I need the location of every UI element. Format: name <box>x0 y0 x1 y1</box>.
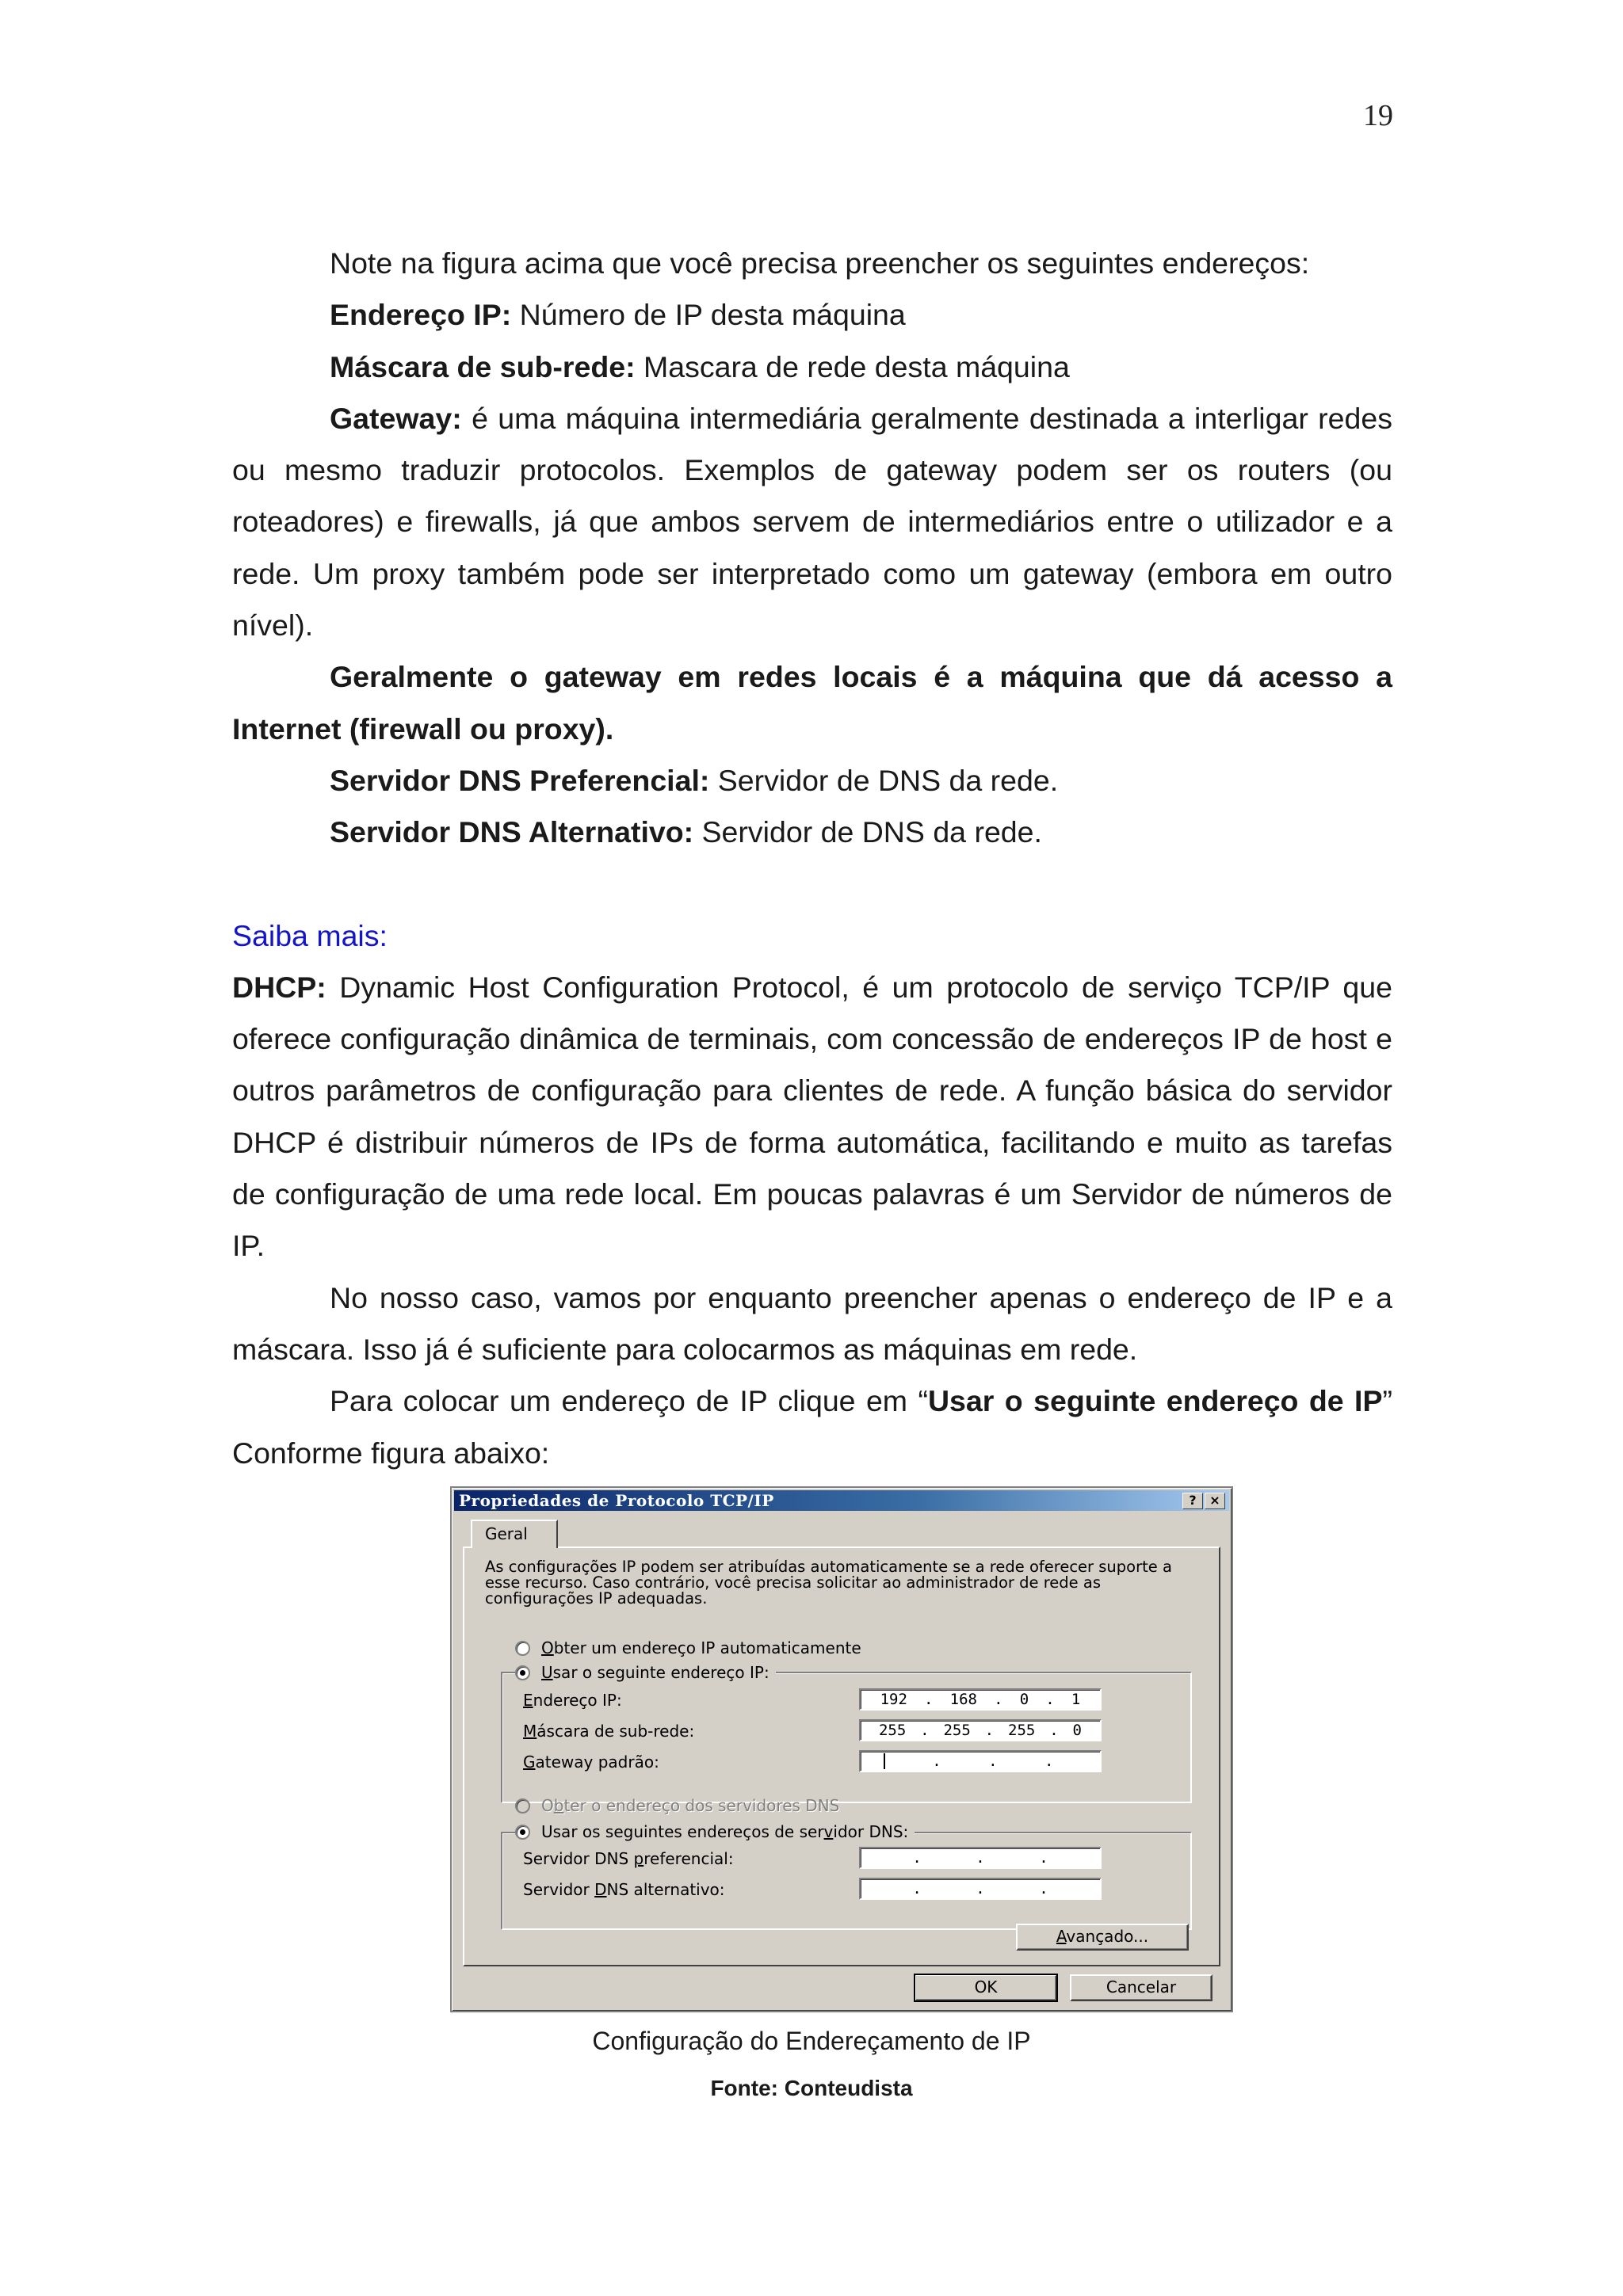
ok-button[interactable]: OK <box>915 1974 1057 2001</box>
instruction-paragraph <box>232 1375 1392 1479</box>
figure-source: Fonte: Conteudista <box>710 2076 913 2100</box>
dialog-intro-text: As configurações IP podem ser atribuídas automaticamente se a rede oferecer suporte a esse recurso. Caso contrário, você precisa solicitar ao administrador de rede as configurações IP adequadas. <box>485 1558 1172 1608</box>
close-button[interactable]: × <box>1205 1493 1225 1509</box>
def-term: Servidor DNS Preferencial: <box>330 763 710 797</box>
dns-preferred-label: Servidor DNS preferencial: <box>523 1849 734 1868</box>
gateway-field[interactable]: . . . <box>859 1750 1102 1772</box>
instruction-text: Para colocar um endereço de IP clique em “ <box>330 1384 928 1418</box>
radio-label: Usar o seguinte endereço IP: <box>541 1663 769 1682</box>
saiba-mais-heading: Saiba mais: <box>232 918 388 952</box>
radio-button[interactable] <box>515 1641 530 1656</box>
def-desc: Servidor de DNS da rede. <box>709 763 1059 797</box>
subnet-mask-label: Máscara de sub-rede: <box>523 1722 695 1741</box>
help-button[interactable]: ? <box>1182 1493 1203 1509</box>
intro-paragraph: Note na figura acima que você precisa preencher os seguintes endereços: <box>330 246 1310 280</box>
dialog-title: Propriedades de Protocolo TCP/IP <box>459 1491 774 1510</box>
def-term: Servidor DNS Alternativo: <box>330 815 694 849</box>
def-mask <box>232 341 1392 393</box>
radio-auto-ip[interactable] <box>515 1638 861 1657</box>
ip-address-label: Endereço IP: <box>523 1691 622 1710</box>
advanced-button[interactable]: Avançado... <box>1016 1924 1189 1951</box>
dhcp-desc: Dynamic Host Configuration Protocol, é um protocolo de serviço TCP/IP que oferece configuração dinâmica de terminais, com concessão de endereços IP de host e outros parâmetros de configuração para clientes de rede. A função básica do servidor DHCP é distribuir números de IPs de forma automática, facilitando e muito as tarefas de configuração de uma rede local. Em poucas palavras é um Servidor de números de IP. <box>232 970 1392 1263</box>
radio-manual-dns[interactable] <box>515 1822 915 1841</box>
radio-label: Obter um endereço IP automaticamente <box>541 1638 861 1657</box>
dns-alternate-label: Servidor DNS alternativo: <box>523 1880 725 1899</box>
dhcp-paragraph <box>232 962 1392 1272</box>
gateway-note: Geralmente o gateway em redes locais é a máquina que dá acesso a Internet (firewall ou proxy). <box>232 660 1392 746</box>
def-dns-alt <box>232 807 1392 858</box>
dhcp-term: DHCP: <box>232 970 327 1004</box>
ip-address-field[interactable]: 192 . 168 . 0 . 1 <box>859 1688 1102 1711</box>
instruction-bold: Usar o seguinte endereço de IP <box>927 1384 1383 1418</box>
radio-button-selected[interactable] <box>515 1665 530 1680</box>
def-term: Máscara de sub-rede: <box>330 349 636 383</box>
def-term: Gateway: <box>330 401 462 435</box>
cancel-button[interactable]: Cancelar <box>1070 1974 1212 2001</box>
radio-button-disabled[interactable] <box>515 1798 530 1814</box>
def-dns-pref <box>232 755 1392 807</box>
dns-preferred-field[interactable]: . . . <box>859 1847 1102 1869</box>
dialog-titlebar <box>454 1490 1229 1511</box>
def-ip <box>232 289 1392 341</box>
def-term: Endereço IP: <box>330 298 512 332</box>
radio-manual-ip[interactable] <box>515 1663 776 1682</box>
def-desc: Mascara de rede desta máquina <box>635 349 1070 383</box>
tcpip-properties-dialog <box>450 1486 1233 2012</box>
def-desc: é uma máquina intermediária geralmente destinada a interligar redes ou mesmo traduzir protocolos. Exemplos de gateway podem ser os routers (ou roteadores) e firewalls, já que ambos servem de intermediários entre o utilizador e a rede. Um proxy também pode ser interpretado como um gateway (embora em outro nível). <box>232 401 1392 643</box>
def-gateway <box>232 393 1392 651</box>
def-desc: Número de IP desta máquina <box>511 298 906 332</box>
radio-label: Obter o endereço dos servidores DNS <box>541 1796 840 1815</box>
radio-auto-dns[interactable] <box>515 1796 839 1815</box>
tab-geral[interactable]: Geral <box>471 1520 558 1548</box>
gateway-label: Gateway padrão: <box>523 1753 659 1772</box>
instruction-after: ” Conforme figura abaixo: <box>232 1384 1392 1470</box>
def-desc: Servidor de DNS da rede. <box>693 815 1042 849</box>
subnet-mask-field[interactable]: 255 . 255 . 255 . 0 <box>859 1719 1102 1741</box>
page-number: 19 <box>1363 99 1393 132</box>
text-caret <box>884 1753 885 1769</box>
radio-button-selected[interactable] <box>515 1825 530 1840</box>
figure-caption: Configuração do Endereçamento de IP <box>592 2027 1031 2055</box>
dns-alternate-field[interactable]: . . . <box>859 1878 1102 1900</box>
radio-label: Usar os seguintes endereços de servidor DNS: <box>541 1822 909 1841</box>
case-paragraph: No nosso caso, vamos por enquanto preencher apenas o endereço de IP e a máscara. Isso já é suficiente para colocarmos as máquinas em rede. <box>232 1280 1392 1366</box>
body-text <box>232 238 1392 1479</box>
